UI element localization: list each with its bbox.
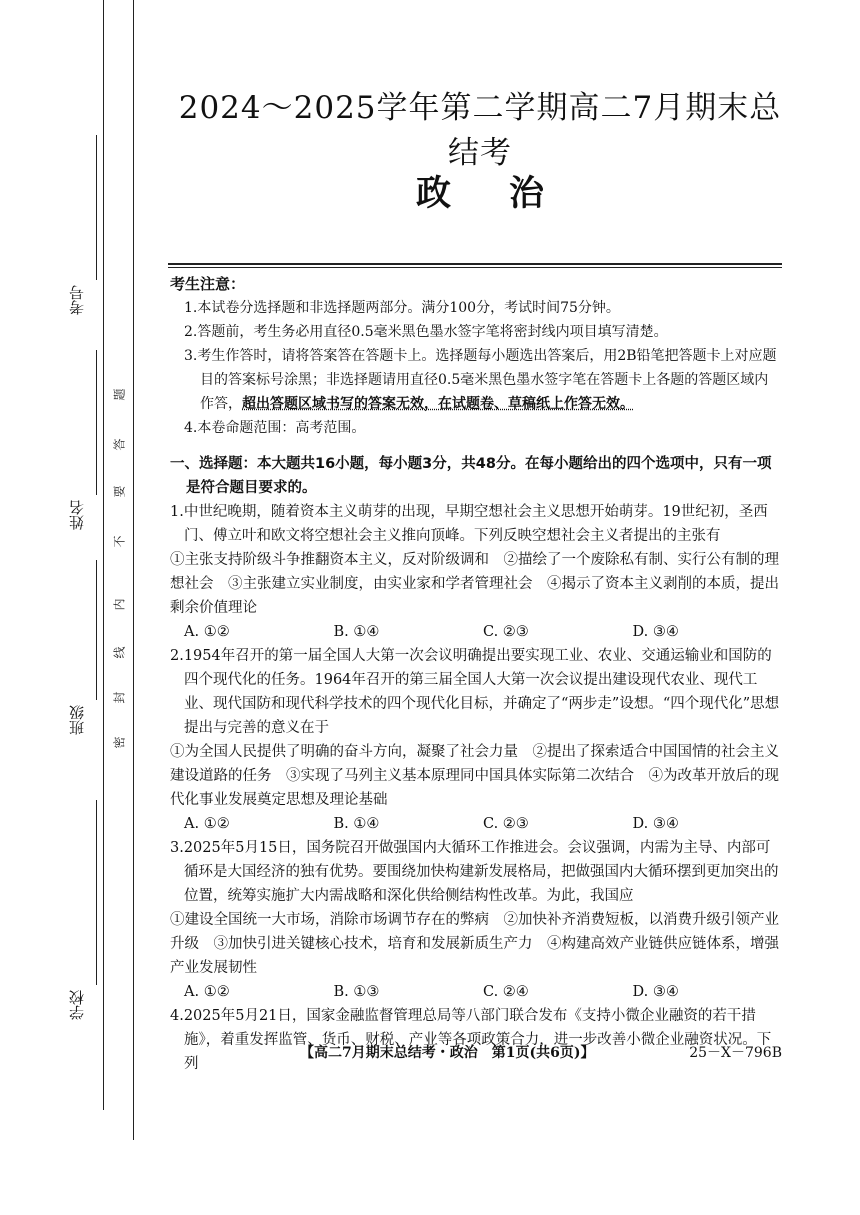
header-rule-thin: [168, 267, 782, 268]
seal-char: 密: [112, 736, 127, 749]
question-statements: ①为全国人民提供了明确的奋斗方向，凝聚了社会力量 ②提出了探索适合中国国情的社会主义建设道路的任务 ③实现了马列主义基本原理同中国具体实际第二次结合 ④为改革开放后的现代化事业发展奠定思想及理论基础: [170, 744, 779, 808]
option-b: B. ①③: [333, 984, 380, 1000]
footer-page-info: 【高二7月期末总结考・政治 第1页(共6页)】: [300, 1045, 595, 1061]
exam-body: [170, 272, 782, 1076]
option-b: B. ①④: [333, 624, 380, 640]
notice-item: [170, 344, 782, 416]
question-stem: 2.1954年召开的第一届全国人大第一次会议明确提出要实现工业、农业、交通运输业和国防的四个现代化的任务。1964年召开的第三届全国人大第一次会议提出建设现代农业、现代工业、现代国防和现代科学技术的四个现代化目标，并确定了“两步走”设想。“四个现代化”思想提出与完善的意义在于: [170, 648, 780, 736]
notice-heading: 考生注意：: [170, 275, 246, 293]
seal-char: 答: [112, 438, 127, 451]
option-a: A. ①②: [184, 816, 230, 832]
question-options: [170, 980, 782, 1004]
exam-title: 2024～2025学年第二学期高二7月期末总结考: [178, 90, 782, 171]
side-label-banji: 班级: [68, 705, 86, 735]
notice-item: 4.本卷命题范围：高考范围。: [184, 420, 366, 436]
notice-item-text: 3.考生作答时，请将答案答在答题卡上。选择题每小题选出答案后，用2B铅笔把答题卡上对应题目的答案标号涂黑；非选择题请用直径0.5毫米黑色墨水签字笔在答题卡上各题的答题区域内作答，: [184, 348, 777, 412]
question-options: [170, 620, 782, 644]
question-statements: ①建设全国统一大市场，消除市场调节存在的弊病 ②加快补齐消费短板，以消费升级引领产业升级 ③加快引进关键核心技术，培育和发展新质生产力 ④构建高效产业链供应链体系，增强产业发展韧性: [170, 912, 779, 976]
option-c: C. ②③: [483, 816, 529, 832]
option-c: C. ②④: [483, 984, 529, 1000]
option-b: B. ①④: [333, 816, 380, 832]
seal-char: 线: [112, 646, 127, 659]
seal-char: 不: [112, 535, 127, 548]
question-options: [170, 812, 782, 836]
seal-char: 封: [112, 691, 127, 704]
option-d: D. ③④: [632, 816, 679, 832]
xuexiao-write-line: [96, 800, 97, 985]
option-a: A. ①②: [184, 984, 230, 1000]
notice-item: 1.本试卷分选择题和非选择题两部分。满分100分，考试时间75分钟。: [184, 300, 620, 316]
notice-emphasis: 超出答题区域书写的答案无效，在试题卷、草稿纸上作答无效。: [242, 396, 634, 412]
option-d: D. ③④: [632, 984, 679, 1000]
xingming-write-line: [96, 350, 97, 495]
seal-char: 内: [112, 598, 127, 611]
subject-title: 政治: [415, 173, 602, 214]
question-stem: 4.2025年5月21日，国家金融监督管理总局等八部门联合发布《支持小微企业融资的若干措施》，着重发挥监管、货币、财税、产业等各项政策合力，进一步改善小微企业融资状况。下列: [170, 1008, 772, 1072]
option-d: D. ③④: [632, 624, 679, 640]
question-stem: 1.中世纪晚期，随着资本主义萌芽的出现，早期空想社会主义思想开始萌芽。19世纪初，圣西门、傅立叶和欧文将空想社会主义推向顶峰。下列反映空想社会主义者提出的主张有: [170, 504, 768, 544]
side-label-xingming: 姓名: [68, 500, 86, 530]
question-stem: 3.2025年5月15日，国务院召开做强国内大循环工作推进会。会议强调，内需为主导、内部可循环是大国经济的独有优势。要围绕加快构建新发展格局，把做强国内大循环摆到更加突出的位置，统筹实施扩大内需战略和深化供给侧结构性改革。为此，我国应: [170, 840, 779, 904]
binding-line-outer: [103, 0, 104, 1110]
side-label-xuexiao: 学校: [68, 990, 86, 1020]
question-statements: ①主张支持阶级斗争推翻资本主义，反对阶级调和 ②描绘了一个废除私有制、实行公有制的理想社会 ③主张建立实业制度，由实业家和学者管理社会 ④揭示了资本主义剥削的本质，提出剩余价值理论: [170, 552, 779, 616]
banji-write-line: [96, 560, 97, 700]
option-a: A. ①②: [184, 624, 230, 640]
kaohao-write-line: [96, 135, 97, 280]
section-heading: 一、选择题：本大题共16小题，每小题3分，共48分。在每小题给出的四个选项中，只有一项是符合题目要求的。: [170, 456, 772, 496]
binding-line-inner: [133, 0, 134, 1140]
seal-char: 题: [112, 388, 127, 401]
header-rule: [168, 263, 782, 265]
option-c: C. ②③: [483, 624, 529, 640]
footer-code: 25－X－796B: [689, 1045, 782, 1061]
seal-char: 要: [112, 485, 127, 498]
notice-item: 2.答题前，考生务必用直径0.5毫米黑色墨水签字笔将密封线内项目填写清楚。: [184, 324, 668, 340]
side-label-kaohao: 考号: [68, 285, 86, 315]
